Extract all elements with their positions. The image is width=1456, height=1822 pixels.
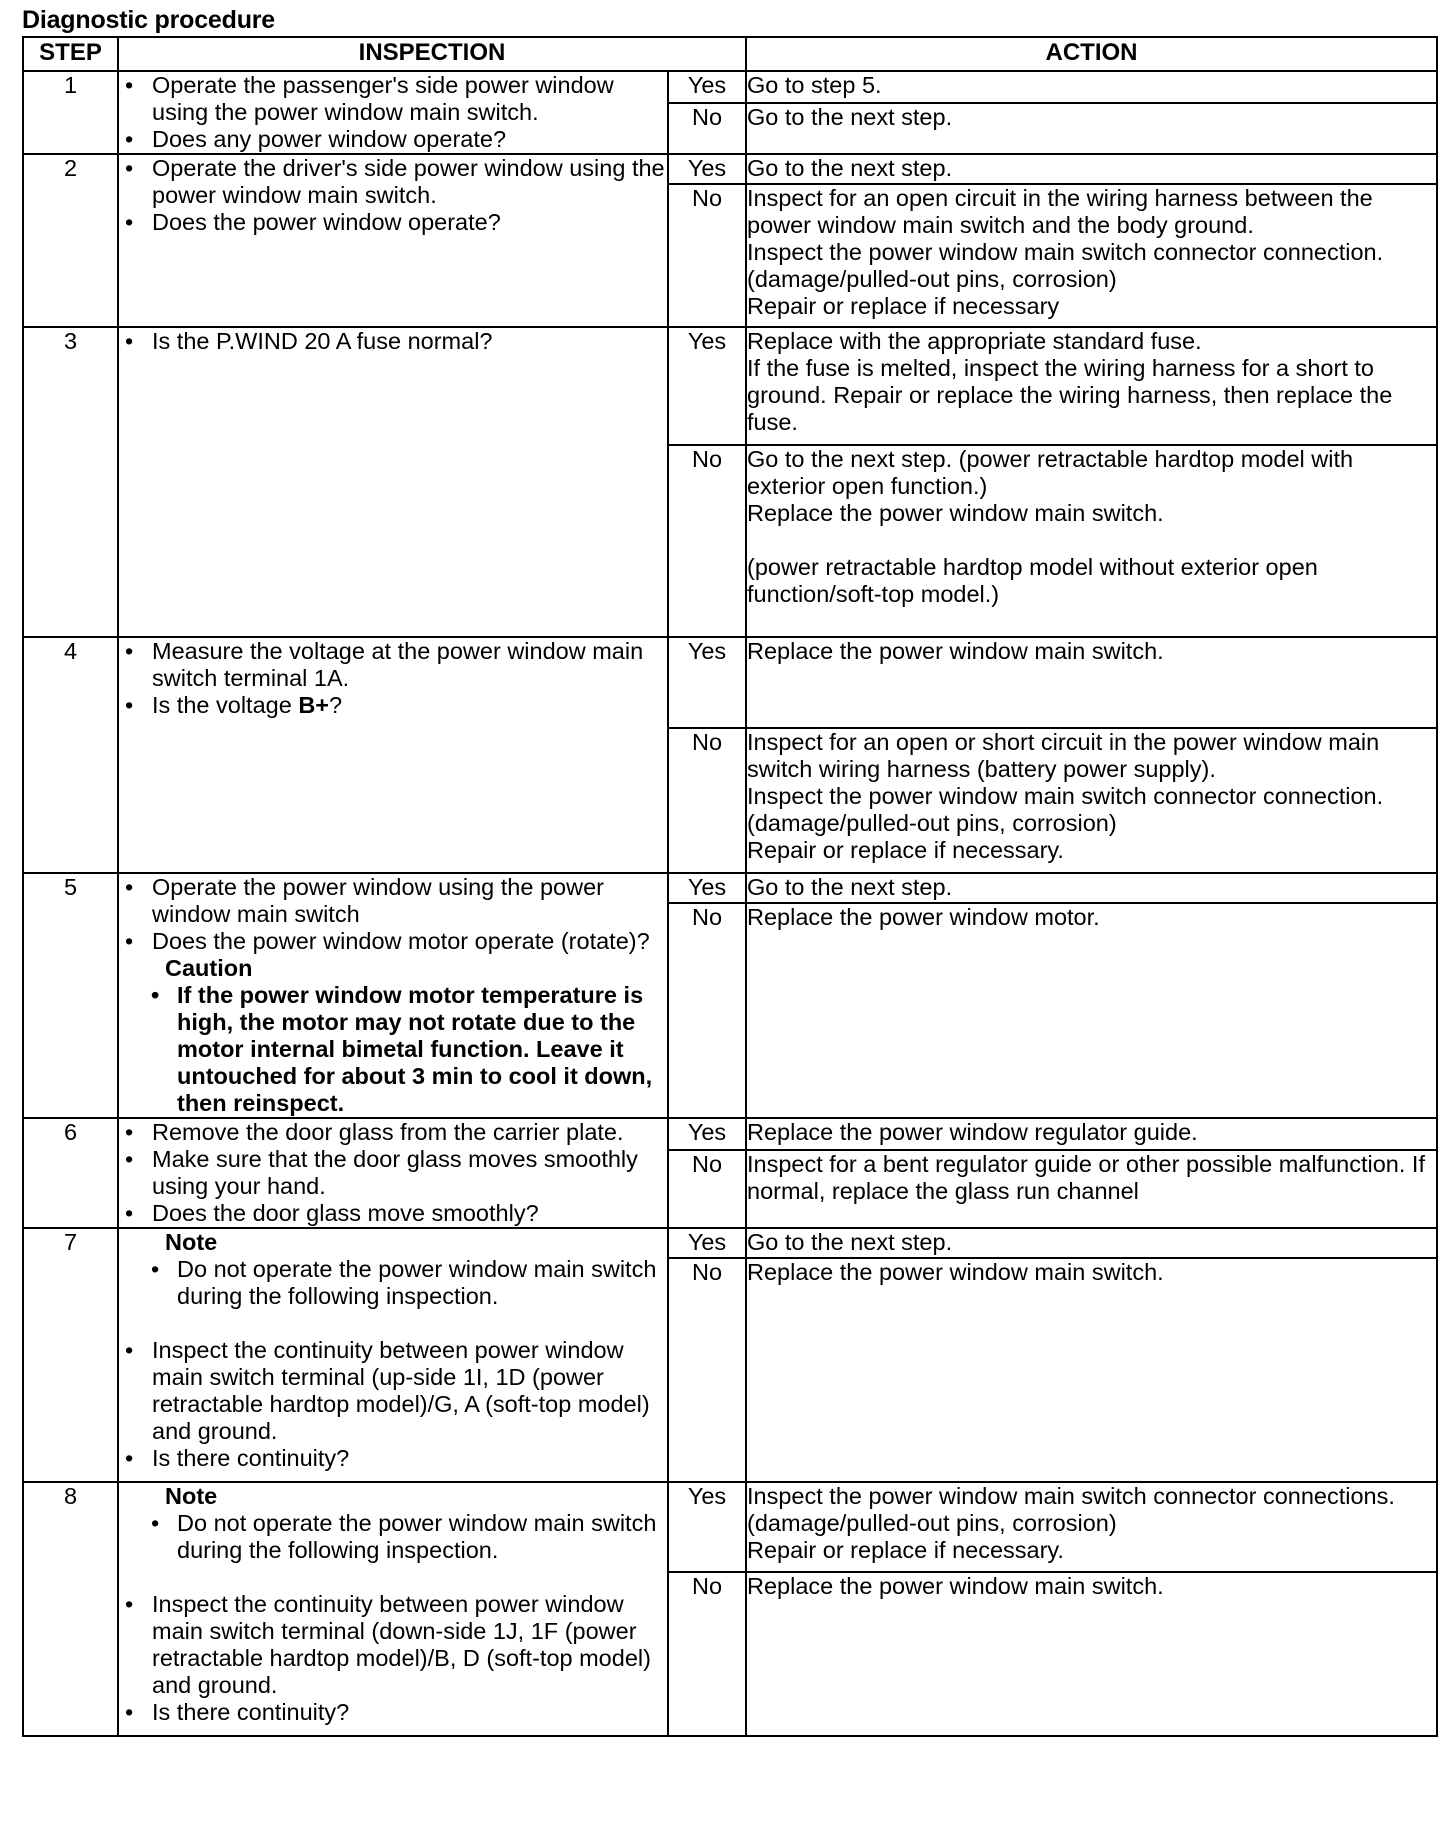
no-action: Inspect for an open or short circuit in the power window main switch wiring harness (battery power supply). Inspect the power window main switch connector connection. (damage/pulled-out pins, corrosion) Repair or replace if necessary. xyxy=(746,728,1437,873)
inspection-item: • Does the power window operate? xyxy=(119,209,667,236)
yes-label: Yes xyxy=(668,1228,746,1258)
inspection-cell xyxy=(118,1118,668,1228)
note-item: • Do not operate the power window main switch during the following inspection. xyxy=(119,1510,667,1564)
inspection-item: • Inspect the continuity between power window main switch terminal (down-side 1J, 1F (power retractable hardtop model)/B, D (soft-top model) and ground. xyxy=(119,1591,667,1699)
step-row xyxy=(23,71,1437,103)
inspection-item: • Measure the voltage at the power window main switch terminal 1A. xyxy=(119,638,667,692)
step-row xyxy=(23,154,1437,184)
yes-action: Replace the power window main switch. xyxy=(746,637,1437,728)
no-action: Go to the next step. (power retractable hardtop model with exterior open function.) Replace the power window main switch. (power retractable hardtop model without exterior open function/soft-top model.) xyxy=(746,445,1437,637)
inspection-cell xyxy=(118,1228,668,1482)
step-row xyxy=(23,327,1437,445)
step-row xyxy=(23,1228,1437,1258)
yes-label: Yes xyxy=(668,154,746,184)
step-row xyxy=(23,637,1437,728)
no-action: Inspect for an open circuit in the wiring harness between the power window main switch and the body ground. Inspect the power window main switch connector connection. (damage/pulled-out pins, corrosion) Repair or replace if necessary xyxy=(746,184,1437,327)
step-number: 7 xyxy=(23,1228,118,1482)
page-title: Diagnostic procedure xyxy=(22,6,275,34)
inspection-header: INSPECTION xyxy=(118,37,746,71)
step-number: 8 xyxy=(23,1482,118,1736)
note-item: • Do not operate the power window main switch during the following inspection. xyxy=(119,1256,667,1310)
inspection-item: • Operate the passenger's side power window using the power window main switch. xyxy=(119,72,667,126)
note-heading: Note xyxy=(165,1483,218,1509)
yes-action: Go to the next step. xyxy=(746,873,1437,903)
yes-action: Inspect the power window main switch connector connections. (damage/pulled-out pins, corrosion) Repair or replace if necessary. xyxy=(746,1482,1437,1572)
step-number: 6 xyxy=(23,1118,118,1228)
yes-label: Yes xyxy=(668,327,746,445)
no-label: No xyxy=(668,1572,746,1736)
inspection-cell xyxy=(118,1482,668,1736)
yes-action: Replace the power window regulator guide. xyxy=(746,1118,1437,1150)
inspection-item: • Is the voltage B+? xyxy=(119,692,667,719)
yes-action: Go to step 5. xyxy=(746,71,1437,103)
step-number: 5 xyxy=(23,873,118,1118)
yes-action: Replace with the appropriate standard fuse. If the fuse is melted, inspect the wiring harness for a short to ground. Repair or replace the wiring harness, then replace the fuse. xyxy=(746,327,1437,445)
yes-label: Yes xyxy=(668,71,746,103)
step-number: 1 xyxy=(23,71,118,154)
no-label: No xyxy=(668,1258,746,1482)
inspection-cell xyxy=(118,637,668,873)
no-label: No xyxy=(668,445,746,637)
inspection-item: • Inspect the continuity between power window main switch terminal (up-side 1I, 1D (power retractable hardtop model)/G, A (soft-top model) and ground. xyxy=(119,1337,667,1445)
inspection-item: • Make sure that the door glass moves smoothly using your hand. xyxy=(119,1146,667,1200)
inspection-cell xyxy=(118,154,668,327)
inspection-cell xyxy=(118,873,668,1118)
no-action: Inspect for a bent regulator guide or other possible malfunction. If normal, replace the glass run channel xyxy=(746,1150,1437,1228)
inspection-item: • Does any power window operate? xyxy=(119,126,667,153)
no-label: No xyxy=(668,903,746,1118)
inspection-item: • Remove the door glass from the carrier plate. xyxy=(119,1119,667,1146)
step-number: 3 xyxy=(23,327,118,637)
yes-label: Yes xyxy=(668,1482,746,1572)
no-label: No xyxy=(668,184,746,327)
no-action: Replace the power window main switch. xyxy=(746,1572,1437,1736)
inspection-item: • Is the P.WIND 20 A fuse normal? xyxy=(119,328,667,355)
inspection-cell xyxy=(118,71,668,154)
step-row xyxy=(23,1482,1437,1572)
no-label: No xyxy=(668,728,746,873)
inspection-item: • Is there continuity? xyxy=(119,1445,667,1472)
no-action: Replace the power window main switch. xyxy=(746,1258,1437,1482)
step-row xyxy=(23,873,1437,903)
inspection-cell xyxy=(118,327,668,637)
yes-action: Go to the next step. xyxy=(746,1228,1437,1258)
inspection-item: • Operate the driver's side power window using the power window main switch. xyxy=(119,155,667,209)
note-heading: Note xyxy=(165,1229,218,1255)
step-row xyxy=(23,1118,1437,1150)
step-number: 4 xyxy=(23,637,118,873)
caution-heading: Caution xyxy=(165,955,253,981)
no-label: No xyxy=(668,1150,746,1228)
no-action: Replace the power window motor. xyxy=(746,903,1437,1118)
header-row xyxy=(23,37,1437,71)
caution-item: • If the power window motor temperature is high, the motor may not rotate due to the motor internal bimetal function. Leave it untouched for about 3 min to cool it down, then reinspect. xyxy=(119,982,667,1117)
yes-label: Yes xyxy=(668,873,746,903)
step-number: 2 xyxy=(23,154,118,327)
inspection-item: • Does the door glass move smoothly? xyxy=(119,1200,667,1227)
diagnostic-table xyxy=(22,36,1438,1737)
no-action: Go to the next step. xyxy=(746,103,1437,154)
inspection-item: • Operate the power window using the power window main switch xyxy=(119,874,667,928)
step-header: STEP xyxy=(23,37,118,71)
no-label: No xyxy=(668,103,746,154)
inspection-item: • Is there continuity? xyxy=(119,1699,667,1726)
yes-label: Yes xyxy=(668,637,746,728)
inspection-item: • Does the power window motor operate (rotate)? xyxy=(119,928,667,955)
yes-action: Go to the next step. xyxy=(746,154,1437,184)
yes-label: Yes xyxy=(668,1118,746,1150)
action-header: ACTION xyxy=(746,37,1437,71)
